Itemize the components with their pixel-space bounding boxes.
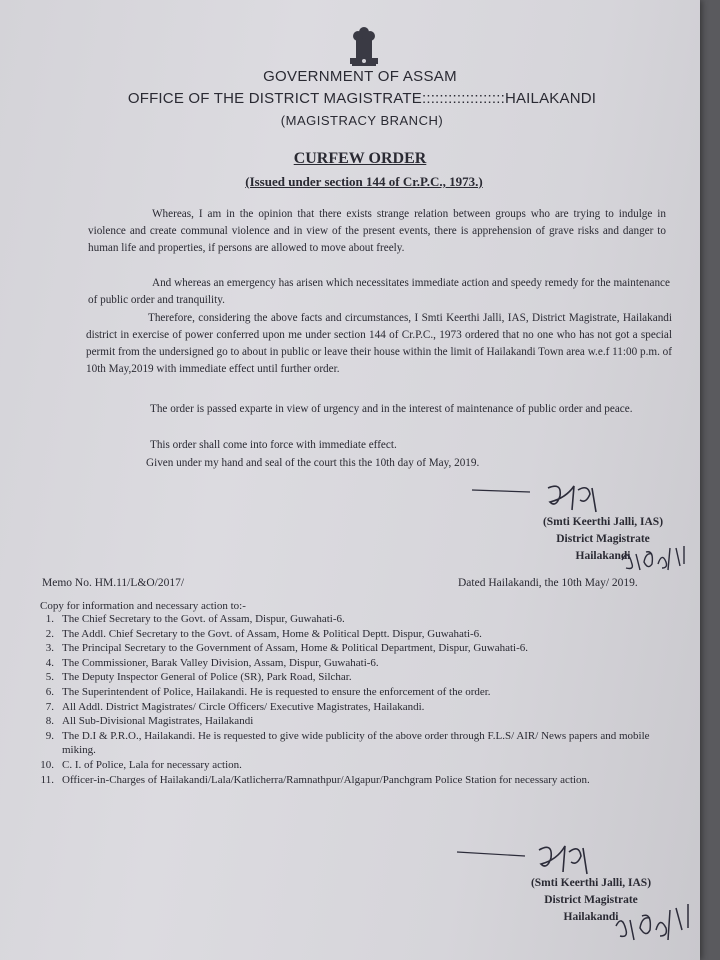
- signatory-designation: District Magistrate: [556, 533, 650, 545]
- list-item: [30, 700, 660, 715]
- order-paragraph: And whereas an emergency has arisen which necessitates immediate action and speedy remedy for the maintenance of public order and tranquility.: [88, 277, 670, 306]
- handwritten-date: [618, 540, 698, 576]
- list-text: The Principal Secretary to the Government of Assam, Home & Political Department, Dispur, Guwahati-6.: [62, 642, 529, 655]
- list-number: 11.: [40, 773, 54, 786]
- order-paragraph: This order shall come into force with immediate effect.: [150, 439, 397, 451]
- memo-date: Dated Hailakandi, the 10th May/ 2019.: [458, 577, 638, 589]
- order-paragraph: The order is passed exparte in view of urgency and in the interest of maintenance of public order and peace.: [150, 403, 633, 415]
- order-paragraph: Whereas, I am in the opinion that there exists strange relation between groups who are trying to indulge in violence and create communal violence and in view of the present events, there is apprehension of grave risks and danger to human life and properties, if persons are allowed to move about freely.: [88, 208, 666, 254]
- list-text: The D.I & P.R.O., Hailakandi. He is requested to give wide publicity of the above order through F.L.S/ AIR/ News papers and mobile miking.: [62, 729, 650, 757]
- list-text: The Commissioner, Barak Valley Division, Assam, Dispur, Guwahati-6.: [62, 656, 379, 669]
- list-item: [30, 670, 660, 685]
- national-emblem-icon: [344, 22, 384, 68]
- list-number: 3.: [45, 642, 54, 655]
- handwritten-date: [612, 900, 700, 950]
- list-number: 5.: [45, 671, 54, 684]
- list-text: All Sub-Divisional Magistrates, Hailakandi: [62, 715, 254, 728]
- list-item: [30, 714, 660, 729]
- copy-intro: Copy for information and necessary action to:-: [40, 600, 246, 612]
- list-item: [30, 612, 660, 627]
- signature-scribble: [470, 478, 640, 518]
- list-number: 2.: [45, 627, 54, 640]
- list-text: The Deputy Inspector General of Police (SR), Park Road, Silchar.: [62, 671, 352, 684]
- list-text: The Superintendent of Police, Hailakandi. He is requested to ensure the enforcement of the order.: [62, 685, 491, 698]
- list-item: [30, 641, 660, 656]
- govt-heading: GOVERNMENT OF ASSAM: [263, 68, 457, 85]
- list-text: All Addl. District Magistrates/ Circle Officers/ Executive Magistrates, Hailakandi.: [62, 700, 425, 713]
- order-subtitle: (Issued under section 144 of Cr.P.C., 1973.): [245, 174, 483, 189]
- list-item: [30, 729, 660, 758]
- recipient-list: [30, 612, 660, 787]
- branch-heading: (MAGISTRACY BRANCH): [280, 113, 444, 128]
- signatory-place: Hailakandi: [575, 550, 631, 562]
- list-number: 6.: [45, 685, 54, 698]
- list-item: [30, 685, 660, 700]
- list-item: [30, 627, 660, 642]
- list-text: The Chief Secretary to the Govt. of Assam, Dispur, Guwahati-6.: [62, 613, 345, 625]
- signatory-name: (Smti Keerthi Jalli, IAS): [530, 877, 652, 889]
- signature-scribble: [455, 836, 635, 880]
- order-paragraph: Given under my hand and seal of the court this the 10th day of May, 2019.: [146, 457, 480, 469]
- order-paragraph: Therefore, considering the above facts and circumstances, I Smti Keerthi Jalli, IAS, District Magistrate, Hailakandi district in exercise of power conferred upon me under section 144 of Cr.P.C., 1973 ordered that no one who has not got a special permit from the undersigned go to about in public or leave their house within the limit of Hailakandi Town area w.e.f 11:00 p.m. of 10th May,2019 with immediate effect until further order.: [86, 312, 673, 375]
- list-number: 1.: [45, 613, 54, 625]
- list-number: 9.: [45, 729, 54, 742]
- memo-number: Memo No. HM.11/L&O/2017/: [42, 577, 185, 589]
- signatory-place: Hailakandi: [563, 911, 619, 923]
- list-item: [30, 758, 660, 773]
- signatory-designation: District Magistrate: [544, 894, 638, 906]
- list-text: The Addl. Chief Secretary to the Govt. of Assam, Home & Political Deptt. Dispur, Guwahati-6.: [62, 627, 482, 640]
- list-text: Officer-in-Charges of Hailakandi/Lala/Katlicherra/Ramnathpur/Algapur/Panchgram Police Station for necessary action.: [62, 773, 590, 786]
- list-text: C. I. of Police, Lala for necessary action.: [62, 758, 242, 771]
- list-number: 8.: [45, 715, 54, 728]
- signatory-name: (Smti Keerthi Jalli, IAS): [542, 516, 664, 528]
- list-number: 4.: [45, 656, 54, 669]
- list-number: 7.: [45, 700, 54, 713]
- order-title: CURFEW ORDER: [293, 150, 427, 167]
- list-item: [30, 773, 660, 788]
- list-item: [30, 656, 660, 671]
- list-number: 10.: [40, 758, 54, 771]
- office-heading: OFFICE OF THE DISTRICT MAGISTRATE:::::::::::::::::::HAILAKANDI: [127, 90, 597, 107]
